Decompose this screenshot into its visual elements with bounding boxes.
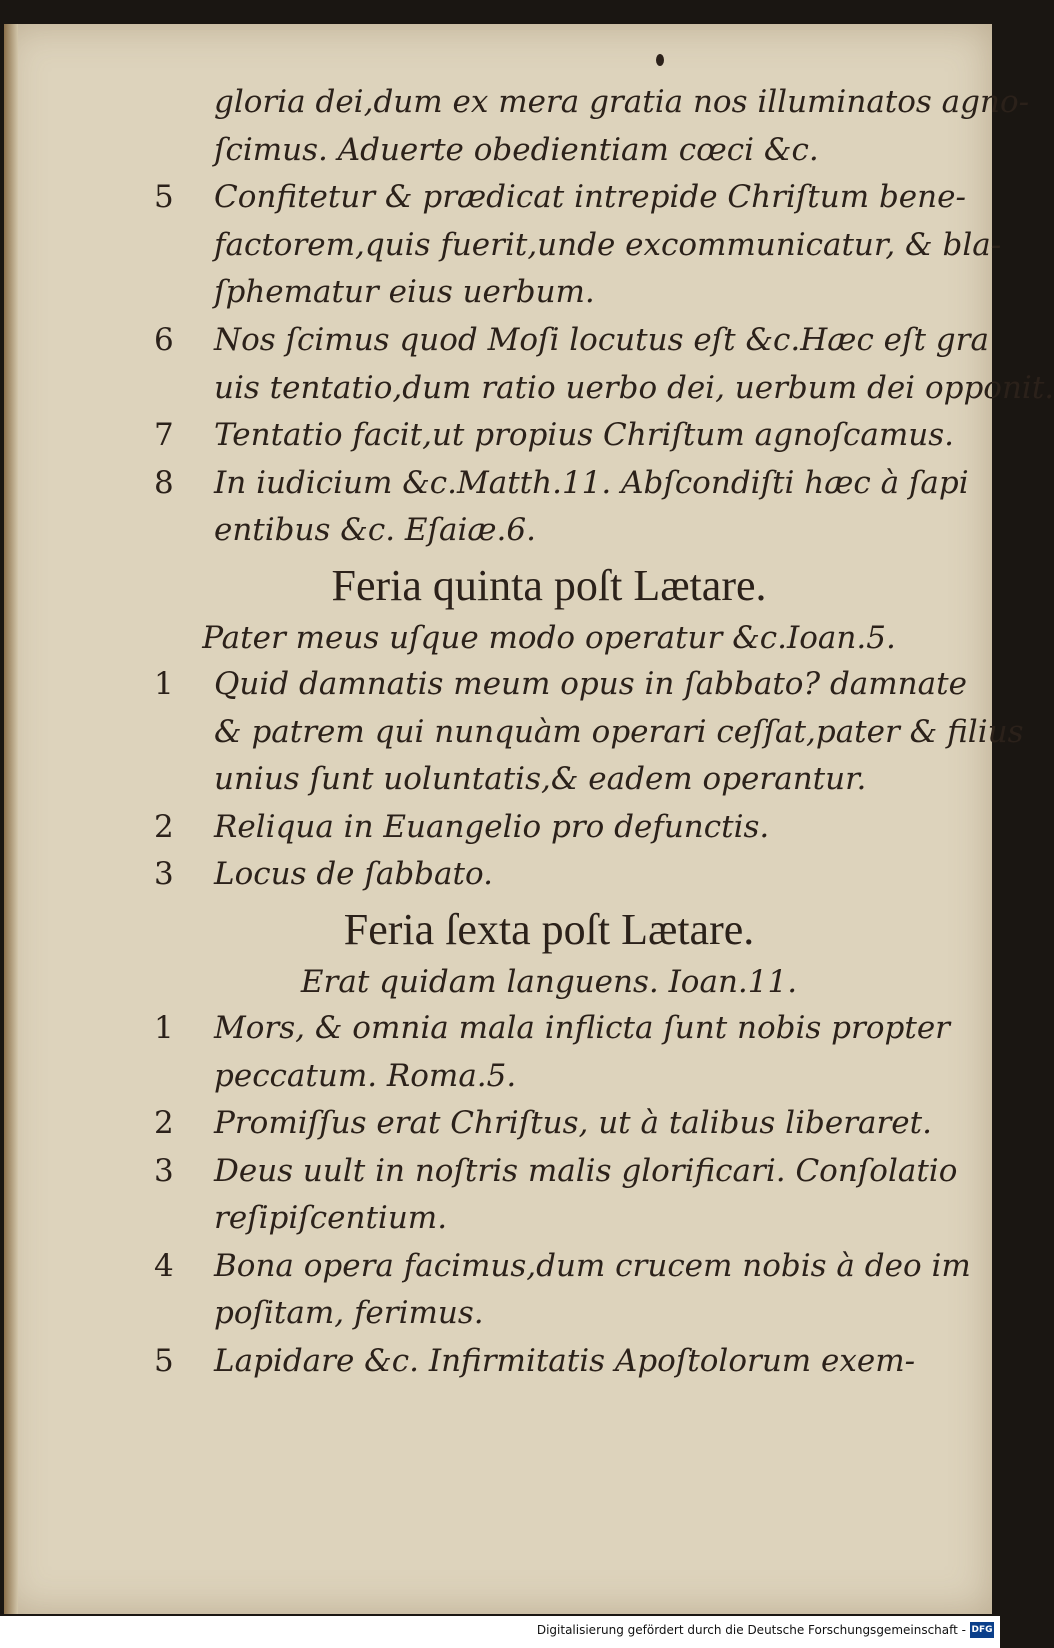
line-text: Bona opera facimus,dum crucem nobis à deo im (214, 1247, 971, 1284)
line-text: Nos ſcimus quod Moſi locutus eſt &c.Hæc eſt gra (214, 321, 989, 358)
text-line (154, 1100, 944, 1148)
line-text: ſphematur eius uerbum. (214, 274, 595, 311)
text-line (154, 365, 1054, 413)
line-text: reſipiſcentium. (214, 1200, 448, 1237)
text-line (154, 460, 969, 508)
text-line (154, 1053, 944, 1101)
line-text: In iudicium &c.Matth.11. Abſcondiſti hæc à ſapi (214, 464, 969, 501)
line-number: 7 (154, 417, 174, 454)
text-line (154, 222, 1002, 270)
line-text: Lapidare &c. Infirmitatis Apoſtolorum exem- (214, 1343, 916, 1380)
dfg-logo: DFG (970, 1622, 994, 1638)
book-page (4, 24, 1054, 1614)
line-number: 5 (154, 179, 174, 216)
line-number: 3 (154, 856, 174, 893)
page-gutter (4, 24, 18, 1614)
line-text: unius ſunt uoluntatis,& eadem operantur. (214, 761, 867, 798)
text-line (154, 79, 1030, 127)
text-line (154, 269, 944, 317)
footer-bar (0, 1616, 1000, 1648)
line-text: factorem,quis fuerit,unde excommunicatur, & bla- (214, 226, 1002, 263)
line-number: 4 (154, 1247, 174, 1284)
line-text: Promiſſus erat Chriſtus, ut à talibus liberaret. (214, 1105, 932, 1142)
line-text: Quid damnatis meum opus in ſabbato? damnate (214, 665, 967, 702)
line-text: Mors, & omnia mala inflicta ſunt nobis propter (214, 1009, 950, 1046)
line-number: 1 (154, 1009, 174, 1046)
text-line (154, 174, 966, 222)
section-subheading: Erat quidam languens. Ioan.11. (300, 963, 798, 1000)
digitization-credit: Digitalisierung gefördert durch die Deutsche Forschungsgemeinschaft - (536, 1623, 966, 1637)
line-text: & patrem qui nunquàm operari ceſſat,pater & filius (214, 713, 1024, 750)
line-number: 6 (154, 321, 174, 358)
text-block (154, 79, 1054, 1386)
line-text: gloria dei,dum ex mera gratia nos illuminatos agno- (214, 84, 1030, 120)
line-text: ſcimus. Aduerte obedientiam cœci &c. (214, 131, 819, 168)
section-subheading: Pater meus uſque modo operatur &c.Ioan.5. (202, 619, 896, 656)
text-line (154, 317, 989, 365)
line-text: Deus uult in noſtris malis glorificari. Conſolatio (214, 1152, 958, 1189)
text-line (154, 1338, 944, 1386)
text-line (154, 1195, 944, 1243)
text-line (154, 1148, 958, 1196)
text-line (154, 851, 944, 899)
line-text: Tentatio facit,ut propius Chriſtum agnoſcamus. (214, 417, 955, 454)
text-line (154, 1005, 950, 1053)
text-line (154, 756, 944, 804)
text-line (154, 661, 967, 709)
text-line (154, 804, 944, 852)
line-number: 8 (154, 464, 174, 501)
text-line (154, 127, 944, 175)
line-text: Reliqua in Euangelio pro defunctis. (214, 808, 770, 845)
text-line (154, 709, 1024, 757)
line-text: peccatum. Roma.5. (214, 1057, 517, 1094)
line-number: 5 (154, 1343, 174, 1380)
section-heading: Feria ſexta poſt Lætare. (343, 904, 755, 954)
text-line (154, 1290, 944, 1338)
line-text: Locus de ſabbato. (214, 856, 493, 893)
line-text: poſitam, ferimus. (214, 1295, 484, 1332)
text-line (154, 1243, 971, 1291)
line-text: entibus &c. Eſaiæ.6. (214, 512, 536, 549)
ink-spot (656, 54, 664, 66)
text-line (154, 507, 944, 555)
line-text: uis tentatio,dum ratio uerbo dei, uerbum dei opponit. (214, 369, 1054, 406)
line-text: Confitetur & prædicat intrepide Chriſtum bene- (214, 179, 966, 216)
line-number: 2 (154, 1105, 174, 1142)
section-heading: Feria quinta poſt Lætare. (331, 560, 767, 610)
line-number: 3 (154, 1152, 174, 1189)
line-number: 2 (154, 808, 174, 845)
text-line (154, 412, 955, 460)
line-number: 1 (154, 665, 174, 702)
